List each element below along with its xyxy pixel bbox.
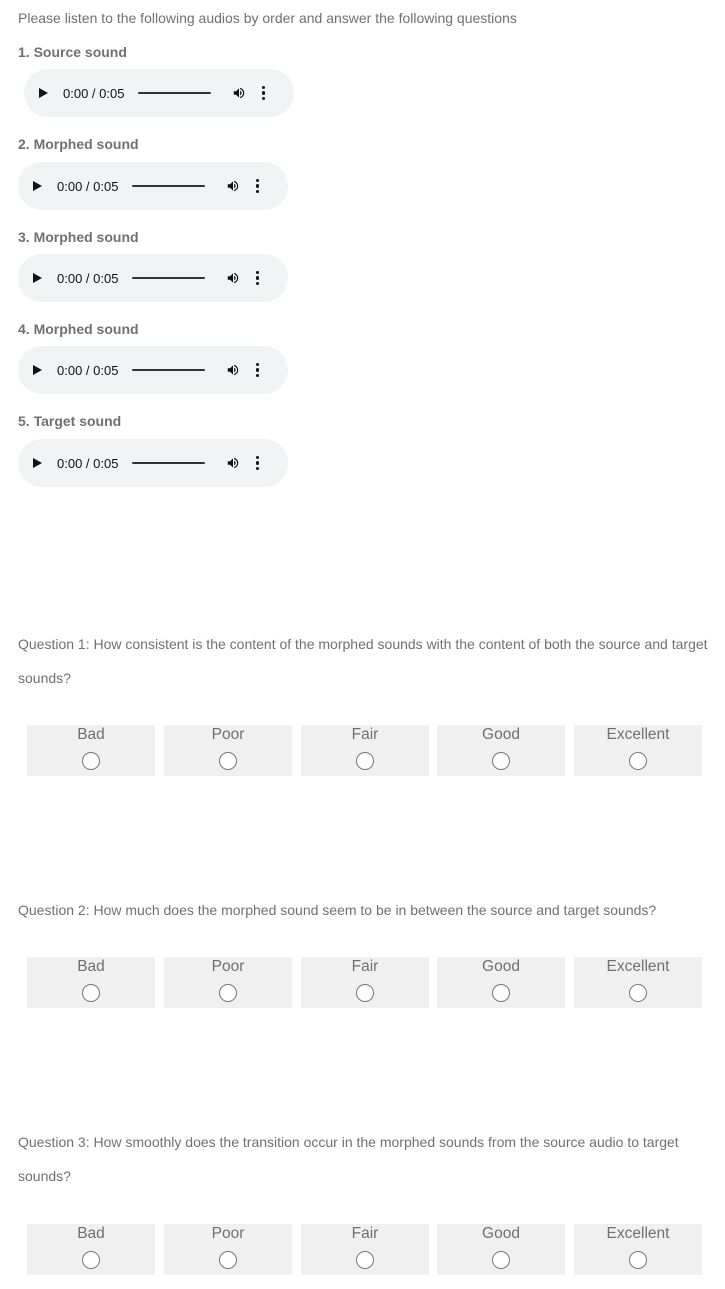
option-label: Excellent bbox=[606, 726, 670, 743]
q3-option-excellent[interactable] bbox=[574, 1224, 702, 1275]
more-vertical-icon[interactable] bbox=[255, 363, 259, 377]
progress-bar[interactable] bbox=[132, 462, 205, 464]
question-2-text: Question 2: How much does the morphed sound seem to be in between the source and target sounds? bbox=[18, 902, 657, 918]
progress-bar[interactable] bbox=[132, 277, 205, 279]
instructions: Please listen to the following audios by order and answer the following questions bbox=[18, 10, 517, 26]
radio-button[interactable] bbox=[629, 752, 647, 770]
q2-option-bad[interactable] bbox=[27, 957, 155, 1008]
more-vertical-icon[interactable] bbox=[255, 456, 259, 470]
audio-label-morphed-3: 4. Morphed sound bbox=[18, 321, 139, 337]
radio-button[interactable] bbox=[356, 984, 374, 1002]
radio-button[interactable] bbox=[219, 752, 237, 770]
q1-option-bad[interactable] bbox=[27, 725, 155, 776]
audio-player-morphed-2[interactable] bbox=[18, 254, 288, 302]
radio-button[interactable] bbox=[492, 752, 510, 770]
volume-icon[interactable] bbox=[226, 363, 240, 377]
play-icon[interactable] bbox=[33, 365, 42, 375]
q1-option-fair[interactable] bbox=[301, 725, 429, 776]
time-display: 0:00 / 0:05 bbox=[57, 270, 119, 286]
q3-option-bad[interactable] bbox=[27, 1224, 155, 1275]
option-label: Fair bbox=[351, 726, 379, 743]
option-label: Bad bbox=[77, 958, 105, 975]
play-icon[interactable] bbox=[39, 88, 48, 98]
radio-button[interactable] bbox=[356, 1251, 374, 1269]
option-label: Fair bbox=[351, 1225, 379, 1242]
option-label: Fair bbox=[351, 958, 379, 975]
option-label: Good bbox=[482, 1225, 520, 1242]
radio-button[interactable] bbox=[82, 984, 100, 1002]
audio-player-morphed-3[interactable] bbox=[18, 346, 288, 394]
progress-bar[interactable] bbox=[132, 369, 205, 371]
q3-option-fair[interactable] bbox=[301, 1224, 429, 1275]
q1-option-good[interactable] bbox=[437, 725, 565, 776]
q2-option-excellent[interactable] bbox=[574, 957, 702, 1008]
option-label: Excellent bbox=[606, 1225, 670, 1242]
radio-button[interactable] bbox=[492, 984, 510, 1002]
time-display: 0:00 / 0:05 bbox=[57, 455, 119, 471]
audio-player-source[interactable] bbox=[24, 69, 294, 117]
audio-player-target[interactable] bbox=[18, 439, 288, 487]
audio-label-source: 1. Source sound bbox=[18, 44, 127, 60]
question-3-text: Question 3: How smoothly does the transition occur in the morphed sounds from the source audio to target sounds? bbox=[18, 1134, 679, 1184]
volume-icon[interactable] bbox=[232, 86, 246, 100]
radio-button[interactable] bbox=[492, 1251, 510, 1269]
q2-option-fair[interactable] bbox=[301, 957, 429, 1008]
more-vertical-icon[interactable] bbox=[255, 179, 259, 193]
radio-button[interactable] bbox=[219, 984, 237, 1002]
option-label: Bad bbox=[77, 1225, 105, 1242]
q1-option-poor[interactable] bbox=[164, 725, 292, 776]
option-label: Bad bbox=[77, 726, 105, 743]
audio-label-morphed-2: 3. Morphed sound bbox=[18, 229, 139, 245]
q3-option-poor[interactable] bbox=[164, 1224, 292, 1275]
time-display: 0:00 / 0:05 bbox=[63, 85, 125, 101]
more-vertical-icon[interactable] bbox=[261, 86, 265, 100]
question-1-text: Question 1: How consistent is the content of the morphed sounds with the content of both the source and target sounds? bbox=[18, 636, 708, 686]
play-icon[interactable] bbox=[33, 458, 42, 468]
option-label: Good bbox=[482, 958, 520, 975]
radio-button[interactable] bbox=[629, 1251, 647, 1269]
radio-button[interactable] bbox=[629, 984, 647, 1002]
option-label: Poor bbox=[211, 1225, 245, 1242]
time-display: 0:00 / 0:05 bbox=[57, 178, 119, 194]
option-label: Good bbox=[482, 726, 520, 743]
play-icon[interactable] bbox=[33, 181, 42, 191]
radio-button[interactable] bbox=[82, 752, 100, 770]
audio-label-morphed-1: 2. Morphed sound bbox=[18, 136, 139, 152]
option-label: Poor bbox=[211, 726, 245, 743]
volume-icon[interactable] bbox=[226, 179, 240, 193]
radio-button[interactable] bbox=[356, 752, 374, 770]
time-display: 0:00 / 0:05 bbox=[57, 362, 119, 378]
radio-button[interactable] bbox=[82, 1251, 100, 1269]
play-icon[interactable] bbox=[33, 273, 42, 283]
q1-option-excellent[interactable] bbox=[574, 725, 702, 776]
progress-bar[interactable] bbox=[132, 185, 205, 187]
q3-option-good[interactable] bbox=[437, 1224, 565, 1275]
option-label: Excellent bbox=[606, 958, 670, 975]
audio-label-target: 5. Target sound bbox=[18, 413, 122, 429]
volume-icon[interactable] bbox=[226, 456, 240, 470]
q2-option-poor[interactable] bbox=[164, 957, 292, 1008]
more-vertical-icon[interactable] bbox=[255, 271, 259, 285]
volume-icon[interactable] bbox=[226, 271, 240, 285]
q2-option-good[interactable] bbox=[437, 957, 565, 1008]
progress-bar[interactable] bbox=[138, 92, 211, 94]
radio-button[interactable] bbox=[219, 1251, 237, 1269]
option-label: Poor bbox=[211, 958, 245, 975]
audio-player-morphed-1[interactable] bbox=[18, 162, 288, 210]
